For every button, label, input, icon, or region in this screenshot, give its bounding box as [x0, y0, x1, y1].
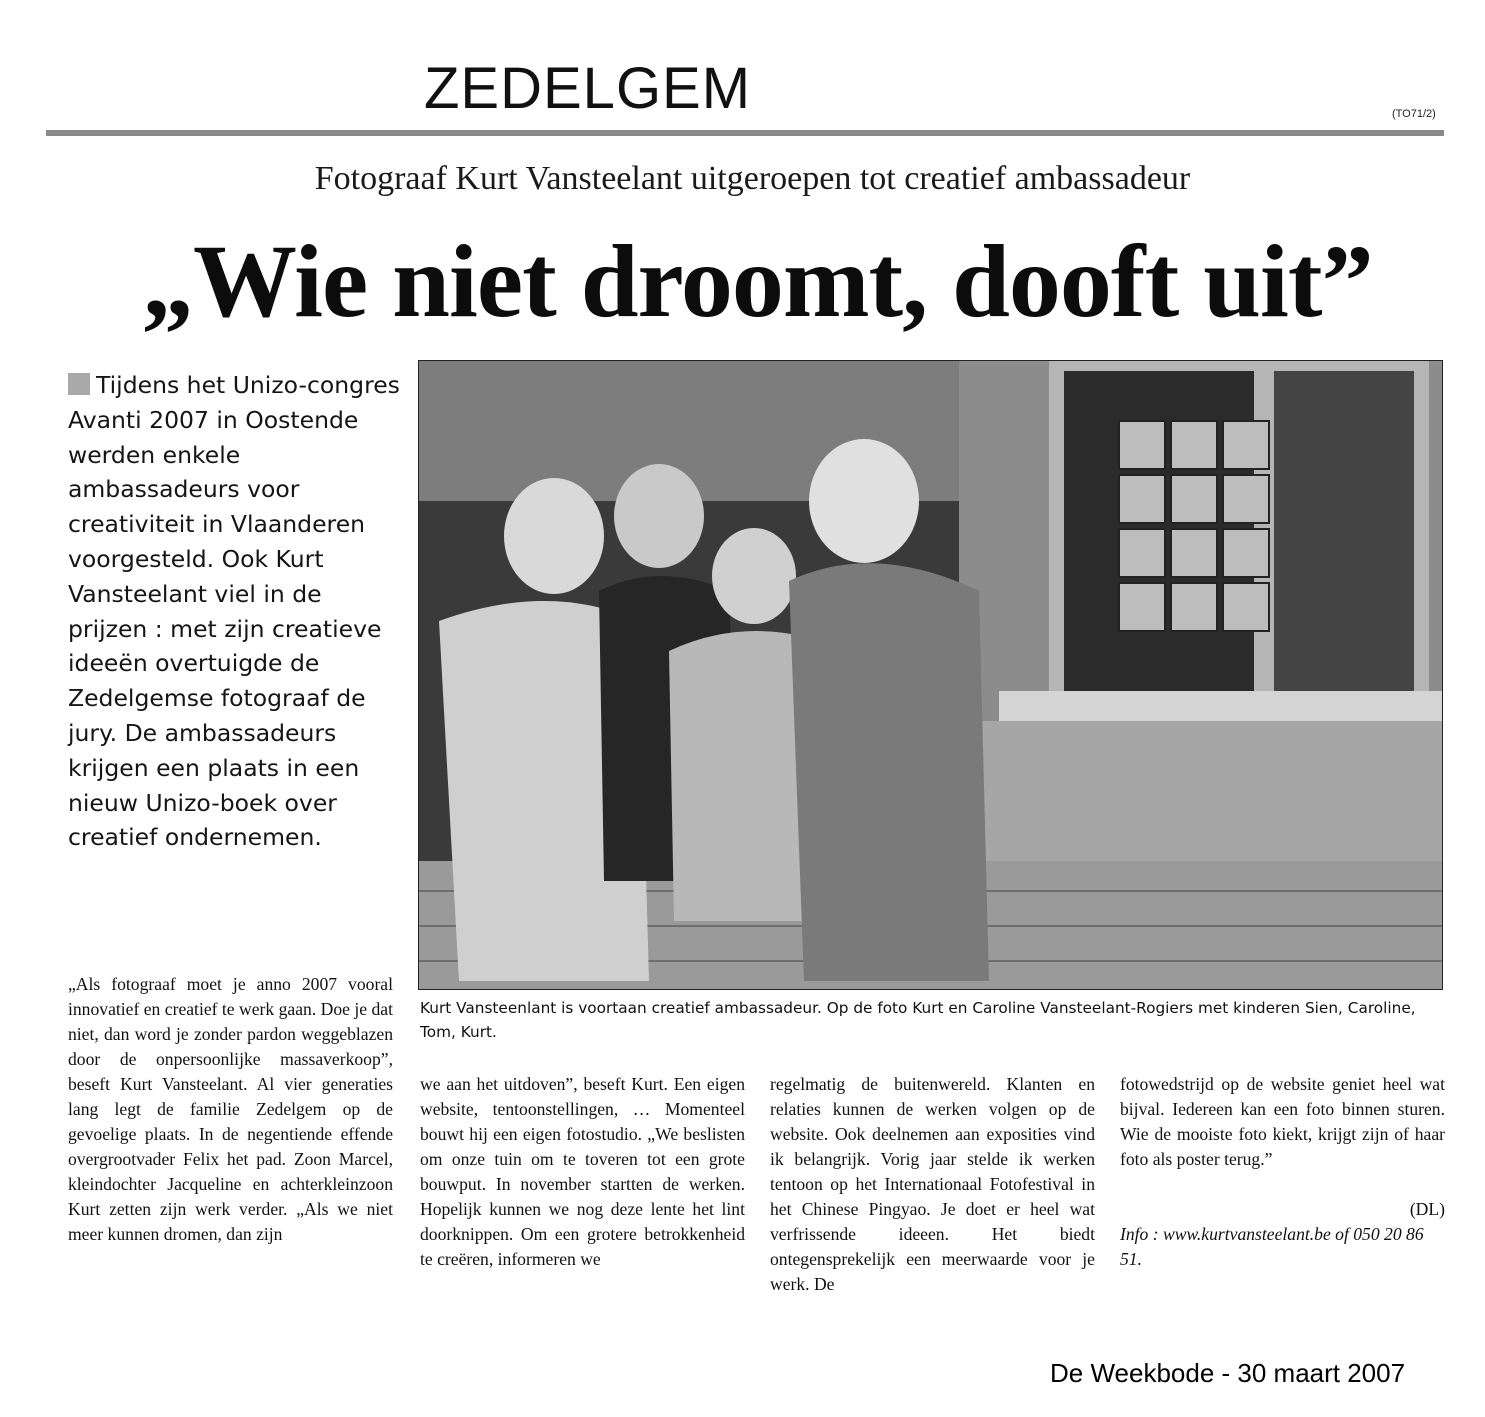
body-column-4: fotowedstrijd op de website geniet heel wat bijval. Iedereen kan een foto binnen sturen. Wie de mooiste foto kiekt, krijgt zijn of haar foto als poster terug.” — [1120, 1074, 1445, 1169]
intro-text: Tijdens het Unizo-congres Avanti 2007 in Oostende werden enkele ambassadeurs voor creativiteit in Vlaanderen voorgesteld. Ook Kurt Vansteelant viel in de prijzen : met zijn creatieve ideeën overtuigde de Zedelgemse fotograaf de jury. De ambassadeurs krijgen een plaats in een nieuw Unizo-boek over creatief ondernemen. — [68, 371, 400, 852]
body-column-2: we aan het uitdoven”, beseft Kurt. Een eigen website, tentoonstellingen, … Momenteel bouwt hij een eigen fotostudio. „We beslisten om onze tuin om te toveren tot een grote bouwput. In november startten de werken. Hopelijk kunnen we nog deze lente het lint doorknippen. Om een grotere betrokkenheid te creëren, informeren we — [420, 1074, 745, 1269]
body-column-3: regelmatig de buitenwereld. Klanten en relaties kunnen de werken volgen op de website. Ook deelnemen aan exposities vind ik belangrijk. Vorig jaar stelde ik werken tentoon op het Internationaal Fotofestival in het Chinese Pingyao. Je doet er heel wat verfrissende ideeen. Het biedt ontegensprekelijk een meerwaarde voor je werk. De — [770, 1074, 1095, 1294]
article-photo — [418, 360, 1443, 990]
article-kicker: Fotograaf Kurt Vansteelant uitgeroepen tot creatief ambassadeur — [314, 160, 1191, 197]
article-headline: „Wie niet droomt, dooft uit” — [142, 224, 1373, 339]
body-column-1: „Als fotograaf moet je anno 2007 vooral innovatief en creatief te werk gaan. Doe je dat niet, dan word je zonder pardon weggeblazen door de onpersoonlijke massaverkoop”, beseft Kurt Vansteelant. Al vier generaties lang legt de familie Zedelgem op de gevoelige plaats. In de negentiende effende overgrootvader Felix het pad. Zoon Marcel, kleindochter Jacqueline en achterkleinzoon Kurt zetten zijn werk verder. „Als we niet meer kunnen dromen, dan zijn — [68, 974, 393, 1244]
author-signature: (DL) — [1409, 1199, 1445, 1219]
section-rule — [46, 130, 1444, 136]
article-intro — [68, 368, 408, 855]
section-title: ZEDELGEM — [424, 56, 752, 121]
photo-caption: Kurt Vansteenlant is voortaan creatief ambassadeur. Op de foto Kurt en Caroline Vansteelant-Rogiers met kinderen Sien, Caroline, Tom, Kurt. — [420, 999, 1416, 1041]
info-line: Info : www.kurtvansteelant.be of 050 20 86 51. — [1120, 1224, 1424, 1269]
page-code: (TO71/2) — [1392, 108, 1436, 120]
source-footer: De Weekbode - 30 maart 2007 — [1050, 1358, 1406, 1388]
intro-marker-square — [68, 373, 90, 395]
